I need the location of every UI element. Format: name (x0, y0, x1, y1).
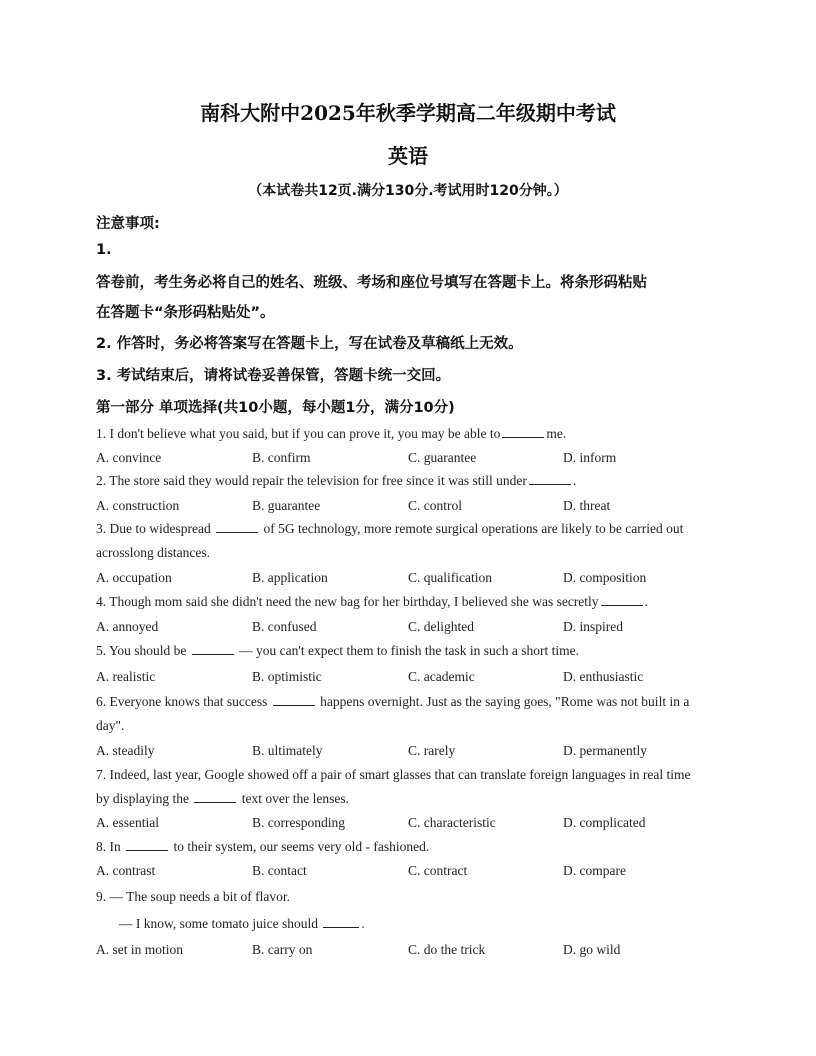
question-9-response: — I know, some tomato juice should . (119, 916, 365, 931)
answer-blank (601, 595, 643, 606)
option-a: A. construction (96, 498, 180, 513)
option-c: C. delighted (408, 619, 474, 634)
option-a: A. steadily (96, 743, 155, 758)
answer-blank (323, 917, 359, 928)
question-8: 8. In to their system, our seems very old - fashioned. (96, 839, 430, 854)
answer-blank (273, 695, 315, 706)
option-b: B. contact (252, 863, 307, 878)
option-c: C. rarely (408, 743, 456, 758)
answer-blank (529, 474, 571, 485)
option-c: C. characteristic (408, 815, 496, 830)
option-b: B. ultimately (252, 743, 323, 758)
option-b: B. carry on (252, 942, 313, 957)
option-b: B. confirm (252, 450, 311, 465)
answer-blank (216, 522, 258, 533)
option-a: A. essential (96, 815, 159, 830)
question-2: 2. The store said they would repair the television for free since it was still under . (96, 473, 577, 488)
question-7-continued: by displaying the text over the lenses. (96, 791, 349, 806)
option-d: D. permanently (563, 743, 647, 758)
option-d: D. enthusiastic (563, 669, 644, 684)
option-c: C. qualification (408, 570, 492, 585)
answer-blank (192, 644, 234, 655)
option-b: B. application (252, 570, 328, 585)
subject-title: 英语 (388, 144, 428, 168)
question-1: 1. I don't believe what you said, but if you can prove it, you may be able to me. (96, 426, 567, 441)
question-9: 9. — The soup needs a bit of flavor. (96, 889, 290, 904)
exam-title: 南科大附中2025年秋季学期高二年级期中考试 (200, 101, 616, 125)
option-c: C. control (408, 498, 462, 513)
section-title: 第一部分 单项选择(共10小题，每小题1分，满分10分) (96, 400, 455, 416)
answer-blank (502, 427, 544, 438)
question-7: 7. Indeed, last year, Google showed off a pair of smart glasses that can translate foreign languages in real time (96, 767, 691, 782)
notice-heading: 注意事项: (96, 216, 160, 232)
option-b: B. optimistic (252, 669, 322, 684)
option-d: D. inspired (563, 619, 623, 634)
question-3: 3. Due to widespread of 5G technology, more remote surgical operations are likely to be carried out (96, 521, 684, 536)
notice-item-1-line-1: 答卷前，考生务必将自己的姓名、班级、考场和座位号填写在答题卡上。将条形码粘贴 (96, 275, 647, 291)
question-3-continued: acrosslong distances. (96, 545, 210, 560)
option-d: D. go wild (563, 942, 621, 957)
answer-blank (194, 792, 236, 803)
question-4: 4. Though mom said she didn't need the new bag for her birthday, I believed she was secretly . (96, 594, 648, 609)
option-d: D. compare (563, 863, 626, 878)
notice-item-1-number: 1. (96, 242, 112, 258)
question-5: 5. You should be — you can't expect them to finish the task in such a short time. (96, 643, 580, 658)
option-d: D. complicated (563, 815, 646, 830)
option-a: A. occupation (96, 570, 172, 585)
option-d: D. inform (563, 450, 617, 465)
option-a: A. realistic (96, 669, 156, 684)
option-a: A. set in motion (96, 942, 183, 957)
option-a: A. contrast (96, 863, 156, 878)
question-6-continued: day". (96, 718, 125, 733)
question-6: 6. Everyone knows that success happens overnight. Just as the saying goes, "Rome was not built in a (96, 694, 690, 709)
exam-note: （本试卷共12页.满分130分.考试用时120分钟。） (248, 183, 568, 199)
option-a: A. convince (96, 450, 162, 465)
notice-item-2: 2. 作答时，务必将答案写在答题卡上，写在试卷及草稿纸上无效。 (96, 336, 523, 352)
notice-item-3: 3. 考试结束后，请将试卷妥善保管，答题卡统一交回。 (96, 368, 451, 384)
option-c: C. contract (408, 863, 468, 878)
notice-item-1-line-2: 在答题卡“条形码粘贴处”。 (96, 305, 275, 321)
option-d: D. composition (563, 570, 647, 585)
option-d: D. threat (563, 498, 611, 513)
option-b: B. confused (252, 619, 317, 634)
option-b: B. guarantee (252, 498, 321, 513)
answer-blank (126, 840, 168, 851)
option-c: C. do the trick (408, 942, 486, 957)
option-a: A. annoyed (96, 619, 159, 634)
option-b: B. corresponding (252, 815, 345, 830)
option-c: C. academic (408, 669, 475, 684)
option-c: C. guarantee (408, 450, 477, 465)
